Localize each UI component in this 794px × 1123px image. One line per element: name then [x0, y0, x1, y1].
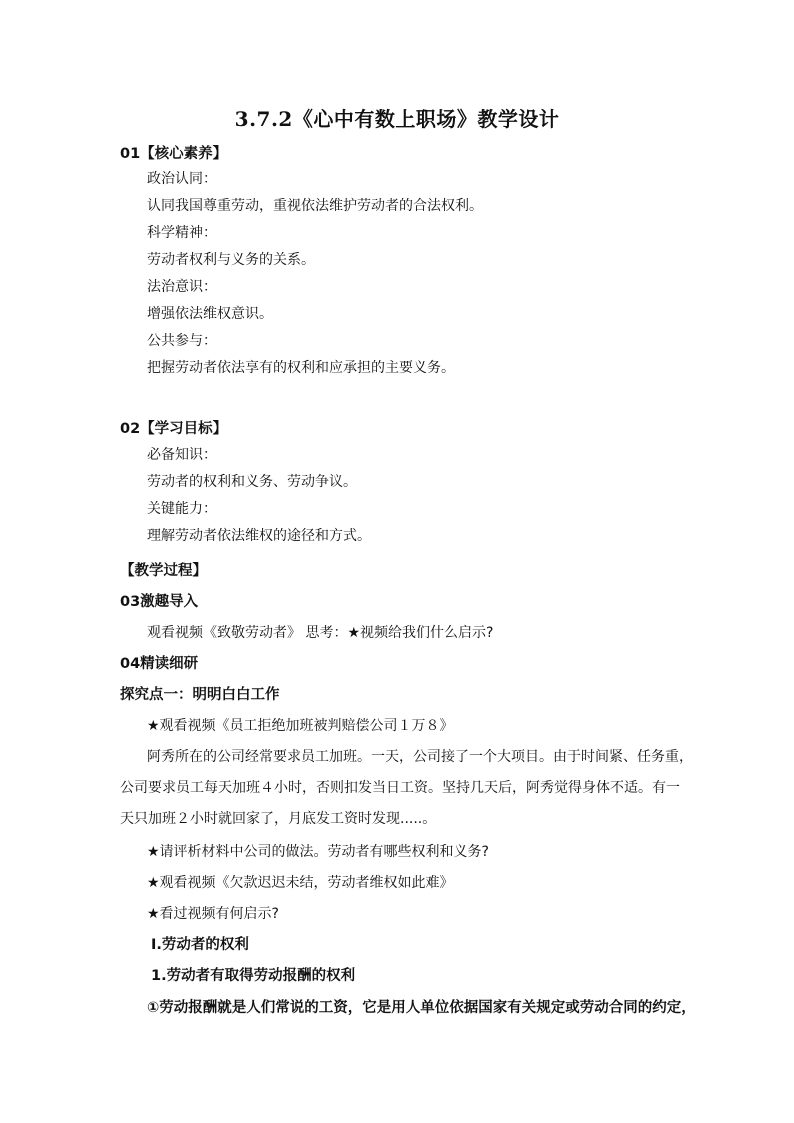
- story-paragraph-line: 公司要求员工每天加班４小时，否则扣发当日工资。坚持几天后，阿秀觉得身体不适。有一: [120, 780, 680, 796]
- section-heading-close-reading: 04精读细研: [120, 656, 199, 672]
- section-heading-core-literacy: 01【核心素养】: [120, 146, 228, 162]
- subsection-label: 公共参与：: [147, 333, 217, 349]
- section-heading-teaching-process: 【教学过程】: [120, 563, 207, 579]
- body-text: 理解劳动者依法维权的途径和方式。: [147, 528, 371, 544]
- subsection-label: 关键能力：: [147, 501, 217, 517]
- subsection-label: 政治认同：: [147, 171, 217, 187]
- point-heading: 1.劳动者有取得劳动报酬的权利: [151, 968, 356, 984]
- body-text: 增强依法维权意识。: [147, 306, 273, 322]
- body-text: ★看过视频有何启示?: [147, 906, 279, 922]
- body-text: 观看视频《致敬劳动者》 思考：★视频给我们什么启示?: [147, 625, 494, 641]
- subsection-heading-rights: Ⅰ.劳动者的权利: [151, 937, 249, 953]
- story-paragraph-line: 天只加班２小时就回家了，月底发工资时发现.....。: [120, 811, 437, 827]
- body-text: ★观看视频《欠款迟迟未结，劳动者维权如此难》: [147, 875, 454, 891]
- body-text: ★观看视频《员工拒绝加班被判赔偿公司１万８》: [147, 718, 454, 734]
- subsection-label: 法治意识：: [147, 279, 217, 295]
- body-text: 劳动者的权利和义务、劳动争议。: [147, 474, 357, 490]
- document-title: 3.7.2《心中有数上职场》教学设计: [234, 107, 560, 131]
- body-text: 认同我国尊重劳动，重视依法维护劳动者的合法权利。: [147, 198, 483, 214]
- section-heading-learning-goals: 02【学习目标】: [120, 421, 228, 437]
- subsection-label: 必备知识：: [147, 447, 217, 463]
- explore-point-heading: 探究点一：明明白白工作: [120, 687, 280, 703]
- story-paragraph-line: 阿秀所在的公司经常要求员工加班。一天，公司接了一个大项目。由于时间紧、任务重，: [147, 749, 693, 765]
- body-text: 把握劳动者依法享有的权利和应承担的主要义务。: [147, 360, 455, 376]
- subsection-label: 科学精神：: [147, 225, 217, 241]
- body-text: 劳动者权利与义务的关系。: [147, 252, 315, 268]
- section-heading-intro: 03激趣导入: [120, 594, 199, 610]
- point-text: ①劳动报酬就是人们常说的工资，它是用人单位依据国家有关规定或劳动合同的约定，: [147, 1000, 696, 1016]
- body-text: ★请评析材料中公司的做法。劳动者有哪些权利和义务?: [147, 844, 489, 860]
